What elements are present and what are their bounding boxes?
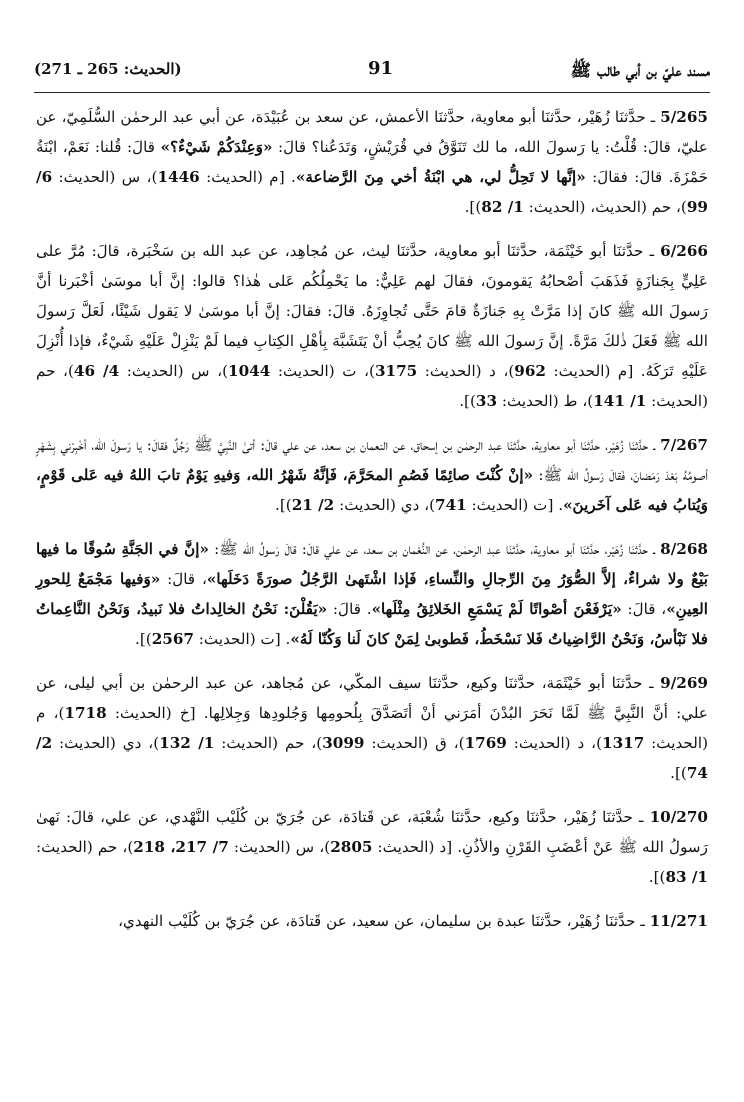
hadith-268: 8/268 ـ حدَّثنَا زُهَيْر، حدَّثنَا أبو معاوية، حدَّثنَا عبد الرحمٰن، عن النُّعْمان بن سعد، عن علي قالَ: قالَ رَسولُ الله ﷺ: «إنَّ في الجَنَّةِ سُوقًا ما فيها بَيْعٌ ولا شراءٌ، إلاَّ الصُّوَرُ مِنَ الرِّجالِ والنِّساءِ، فَإذا اشْتَهىٰ الرَّجُلُ صورَةً دَخَلَها»، قالَ: «وَفيها مَجْمَعٌ لِلحورِ العِينِ»، قالَ: «يَرْفَعْنَ أصْواتًا لَمْ يَسْمَعِ الخَلائِقُ مِثْلَها». قالَ: «يَقُلْنَ: نَحْنُ الخالِداتُ فلا نَبيدُ، وَنَحْنُ النَّاعِماتُ فلا نَبْأسُ، وَنَحْنُ الرَّاضِياتُ فَلا نَسْخَطُ، فَطوبىٰ لِمَنْ كانَ لَنا وَكُنّا لَهُ». [ت (الحديث: 2567)].	[36, 540, 708, 648]
hadith-number: 10/270	[649, 808, 708, 826]
hadith-267: 7/267 ـ حدَّثنَا زُهَيْر، حدَّثنَا أبو معاوية، حدَّثنَا عبد الرحمٰن بن إسحاق، عن النعمان بن سعد، عن علي قالَ: أتىٰ النَّبِيَّ ﷺ رَجُلٌ فقالَ: يا رَسولَ الله، أخْبِرْني بِشَهْرٍ أصومُهُ بَعْدَ رَمَضانَ، فَقالَ رَسولُ الله ﷺ: «إنْ كُنْتَ صائِمًا فَصُمِ المحَرَّمَ، فَإنَّهُ شَهْرُ الله، وَفيهِ يَوْمٌ تابَ اللهُ فيه عَلى قَوْمٍ، وَيُتابُ فيه عَلى آخَرينَ». [ت (الحديث: 741)، دي (الحديث: 2/ 21)].	[36, 436, 708, 514]
hadith-number: 5/265	[660, 108, 708, 126]
hadith-270: 10/270 ـ حدَّثنَا زُهَيْر، حدَّثنَا وكيع، حدَّثنَا شُعْبَة، عن قَتادَة، عن جُرَيّ بن كُلَيْب النَّهْدي، عن علي، قالَ: نَهىٰ رَسولُ الله ﷺ عَنْ أعْضَبِ القَرْنِ والأذُنِ. [د (الحديث: 2805)، س (الحديث: 7/ 217، 218)، حم (الحديث: 1/ 83)].	[36, 808, 708, 886]
page-number: 91	[368, 58, 394, 79]
hadith-269: 9/269 ـ حدَّثنَا أبو خَيْثَمَة، حدَّثنَا وكيع، حدَّثنَا سيف المكّي، عن مُجاهد، عن عبد الرحمٰن بن أبي ليلى، عن علي: أنَّ النَّبِيَّ ﷺ لَمَّا نَحَرَ البُدْنَ أمَرَني أنْ أتَصَدَّقَ بِلُحومِها وَجُلودِها وَجِلالِها. [خ (الحديث: 1718)، م (الحديث: 1317)، د (الحديث: 1769)، ق (الحديث: 3099)، حم (الحديث: 1/ 132)، دي (الحديث: 2/ 74)].	[36, 674, 708, 782]
hadith-266: 6/266 ـ حدَّثنَا أبو خَيْثَمَة، حدَّثنَا أبو معاوية، حدَّثنَا ليث، عن مُجاهِد، عن عبد الله بن سَخْبَرة، قالَ: مُرَّ على عَلِيٍّ بِجَنازَةٍ فَذَهَبَ أصْحابُهُ يَقومونَ، فقالَ لهم عَلِيٌّ: ما يَحْمِلُكُم عَلى هٰذا؟ قالوا: إنَّ أبا موسَىٰ أخْبَرنا أنَّ رَسولَ الله ﷺ كانَ إذا مَرَّتْ بِهِ جَنازَةٌ قامَ حَتَّى تُجاوِزَهُ. قالَ: فقالَ: إنَّ أبا موسَىٰ لا يَقول شَيْئًا، لَعَلَّ رَسولَ الله ﷺ فَعَلَ ذٰلكَ مَرَّةً. إنَّ رَسولَ الله ﷺ كانَ يُحِبُّ أنْ يَتَشَبَّهَ بِأهْلِ الكِتابِ فيما لَمْ يَنْزِلْ عَلَيْهِ شَيْءٌ، فإذا أُنْزِلَ عَلَيْهِ تَرَكَهُ. [م (الحديث: 962)، د (الحديث: 3175)، ت (الحديث: 1044)، س (الحديث: 4/ 46)، حم (الحديث: 1/ 141)، ط (الحديث: 33)].	[36, 242, 708, 410]
running-title: مسند عليّ بن أبي طالب ﷺ	[570, 61, 710, 81]
hadith-range: (الحديث: 265 ـ 271)	[34, 60, 182, 78]
hadith-number: 11/271	[649, 912, 708, 930]
hadith-265: 5/265 ـ حدَّثنَا زُهَيْر، حدَّثنَا أبو معاوية، حدَّثنَا الأعمش، عن سعد بن عُبَيْدَة، عن أبي عبد الرحمٰن السُّلَمِيّ، عن عليّ، قالَ: قُلْتُ: يا رَسولَ الله، ما لك تَنَوَّقُ في قُرَيْشٍ، وَتَدَعُنا؟ قالَ: «وَعِنْدَكُمْ شَيْءٌ؟» قالَ: قُلنا: نَعَمْ، ابْنَةُ حَمْزَةَ. قالَ: فقالَ: «إنَّها لا تَحِلُّ لي، هي ابْنَةُ أخي مِنَ الرَّضاعة». [م (الحديث: 1446)، س (الحديث: 6/ 99)، حم (الحديث، (الحديث: 1/ 82)].	[36, 108, 708, 216]
hadith-number: 8/268	[660, 540, 708, 558]
hadith-271: 11/271 ـ حدَّثنَا زُهَيْر، حدَّثنَا عبدة بن سليمان، عن سعيد، عن قَتادَة، عن جُرَيّ بن كُلَيْب النهدي،	[118, 912, 708, 930]
hadith-number: 6/266	[660, 242, 708, 260]
header-rule	[34, 92, 710, 93]
page-body	[36, 102, 708, 950]
hadith-number: 9/269	[660, 674, 708, 692]
hadith-number: 7/267	[660, 436, 708, 454]
page-header	[34, 58, 710, 86]
